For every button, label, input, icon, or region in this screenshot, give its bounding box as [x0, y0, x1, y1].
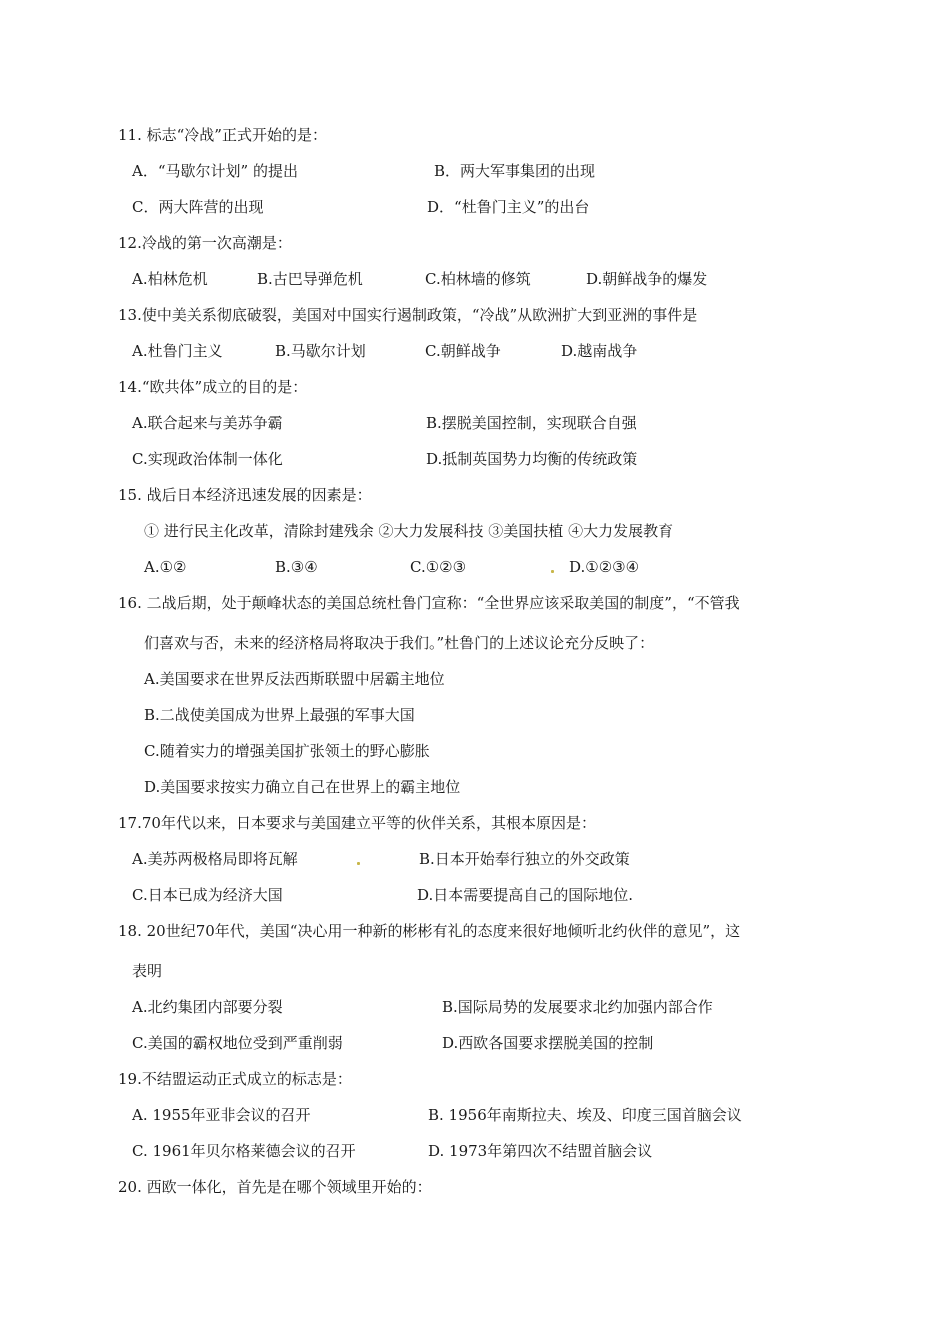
question-16-stem-line-2: 们喜欢与否，未来的经济格局将取决于我们。”杜鲁门的上述议论充分反映了： [144, 634, 655, 652]
question-14-option-d: D.抵制英国势力均衡的传统政策 [426, 450, 638, 468]
question-20-stem: 20. 西欧一体化，首先是在哪个领域里开始的： [118, 1178, 432, 1196]
question-18-stem-line-1: 18. 20世纪70年代，美国“决心用一种新的彬彬有礼的态度来很好地倾听北约伙伴的意见”，这 [118, 922, 741, 940]
question-12-option-b: B.古巴导弹危机 [257, 270, 363, 288]
question-16-option-b: B.二战使美国成为世界上最强的军事大国 [144, 706, 415, 724]
question-11-stem: 11. 标志“冷战”正式开始的是： [118, 126, 327, 144]
question-19-option-b: B. 1956年南斯拉夫、埃及、印度三国首脑会议 [428, 1106, 742, 1124]
question-13-option-b: B.马歇尔计划 [275, 342, 366, 360]
question-15-option-d: D.①②③④ [569, 558, 640, 576]
question-16-option-d: D.美国要求按实力确立自己在世界上的霸主地位 [144, 778, 461, 796]
question-19-stem: 19.不结盟运动正式成立的标志是： [118, 1070, 352, 1088]
question-19-option-a: A. 1955年亚非会议的召开 [132, 1106, 311, 1124]
question-11-option-c: C．两大阵营的出现 [132, 198, 264, 216]
question-18-option-a: A.北约集团内部要分裂 [132, 998, 283, 1016]
scan-speck [551, 570, 554, 573]
question-14-option-b: B.摆脱美国控制，实现联合自强 [426, 414, 637, 432]
question-16-option-c: C.随着实力的增强美国扩张领土的野心膨胀 [144, 742, 430, 760]
question-13-stem: 13.使中美关系彻底破裂，美国对中国实行遏制政策，“冷战”从欧洲扩大到亚洲的事件是 [118, 306, 698, 324]
question-11-option-a: A．“马歇尔计划” 的提出 [132, 162, 298, 180]
question-15-factors: ① 进行民主化改革，清除封建残余 ②大力发展科技 ③美国扶植 ④大力发展教育 [144, 522, 674, 540]
question-19-option-c: C. 1961年贝尔格莱德会议的召开 [132, 1142, 356, 1160]
question-17-option-c: C.日本已成为经济大国 [132, 886, 283, 904]
question-18-option-b: B.国际局势的发展要求北约加强内部合作 [442, 998, 713, 1016]
question-15-stem: 15. 战后日本经济迅速发展的因素是： [118, 486, 372, 504]
scan-speck [357, 862, 360, 865]
question-14-option-a: A.联合起来与美苏争霸 [132, 414, 283, 432]
question-18-stem-line-2: 表明 [132, 962, 163, 980]
question-11-option-b: B．两大军事集团的出现 [434, 162, 596, 180]
question-17-option-a: A.美苏两极格局即将瓦解 [132, 850, 298, 868]
question-15-option-a: A.①② [144, 558, 187, 576]
question-11-option-d: D．“杜鲁门主义”的出台 [427, 198, 590, 216]
question-12-option-c: C.柏林墙的修筑 [425, 270, 531, 288]
question-18-option-c: C.美国的霸权地位受到严重削弱 [132, 1034, 343, 1052]
question-12-option-d: D.朝鲜战争的爆发 [586, 270, 708, 288]
question-12-option-a: A.柏林危机 [132, 270, 208, 288]
question-14-stem: 14.“欧共体”成立的目的是： [118, 378, 308, 396]
question-13-option-a: A.杜鲁门主义 [132, 342, 223, 360]
question-13-option-c: C.朝鲜战争 [425, 342, 501, 360]
question-16-option-a: A.美国要求在世界反法西斯联盟中居霸主地位 [144, 670, 445, 688]
question-14-option-c: C.实现政治体制一体化 [132, 450, 283, 468]
question-17-option-d: D.日本需要提高自己的国际地位. [417, 886, 634, 904]
question-12-stem: 12.冷战的第一次高潮是： [118, 234, 292, 252]
question-15-option-c: C.①②③ [410, 558, 467, 576]
question-17-option-b: B.日本开始奉行独立的外交政策 [419, 850, 630, 868]
question-13-option-d: D.越南战争 [561, 342, 638, 360]
question-15-option-b: B.③④ [275, 558, 318, 576]
question-17-stem: 17.70年代以来，日本要求与美国建立平等的伙伴关系，其根本原因是： [118, 814, 596, 832]
question-16-stem-line-1: 16. 二战后期，处于颠峰状态的美国总统杜鲁门宣称：“全世界应该采取美国的制度”，“不管我 [118, 594, 740, 612]
question-18-option-d: D.西欧各国要求摆脱美国的控制 [442, 1034, 654, 1052]
question-19-option-d: D. 1973年第四次不结盟首脑会议 [428, 1142, 653, 1160]
